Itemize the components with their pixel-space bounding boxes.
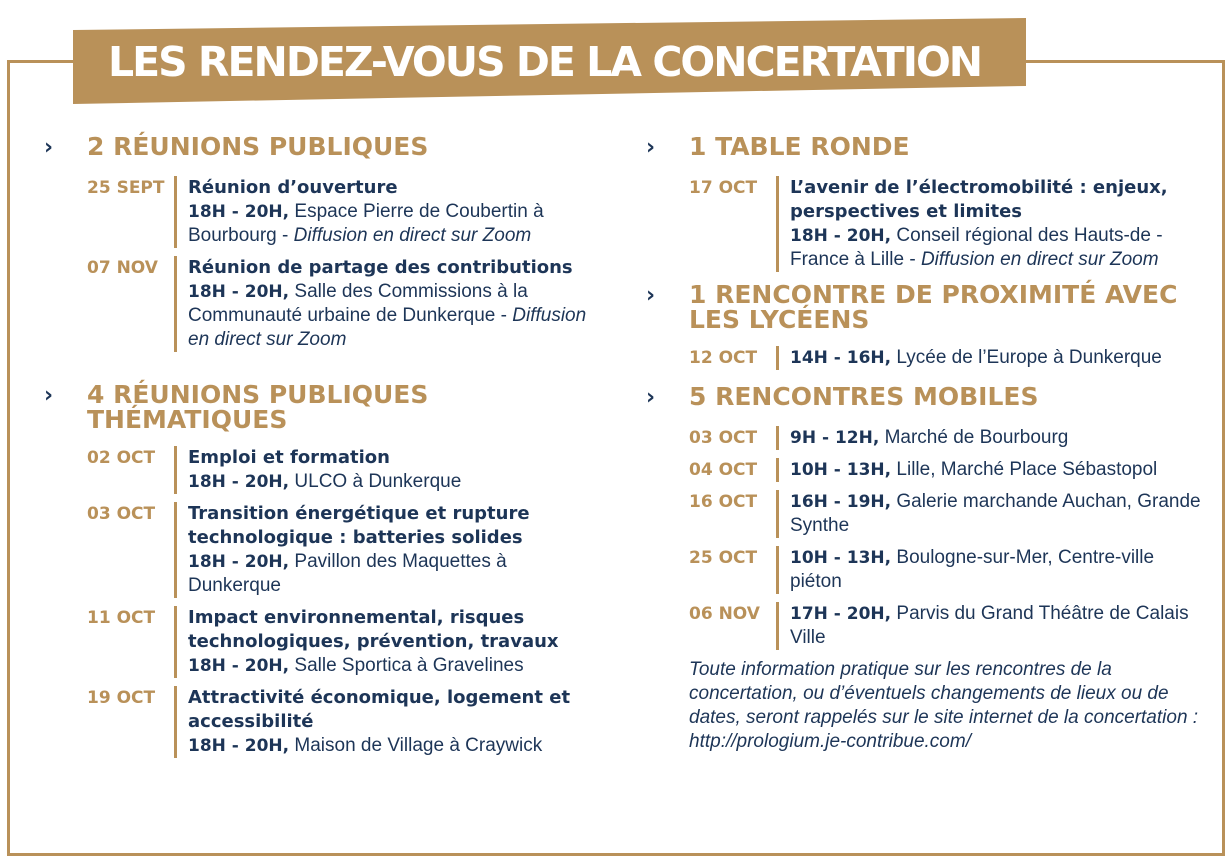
event-date: 25 OCT bbox=[689, 548, 758, 568]
event-place: Boulogne-sur-Mer, Centre-ville piéton bbox=[790, 547, 1155, 592]
event-place: Lille, Marché Place Sébastopol bbox=[896, 459, 1158, 480]
event-place: ULCO à Dunkerque bbox=[294, 471, 462, 492]
chevron-right-icon: › bbox=[44, 135, 54, 160]
event-title: Réunion d’ouverture bbox=[188, 177, 398, 198]
section-proximite bbox=[646, 282, 1216, 370]
event-date: 19 OCT bbox=[87, 688, 156, 708]
event-hours: 16H - 19H, bbox=[790, 492, 892, 512]
chevron-right-icon: › bbox=[646, 283, 656, 308]
event-entry bbox=[689, 426, 1216, 450]
left-column bbox=[44, 134, 604, 766]
event-date: 17 OCT bbox=[689, 178, 758, 198]
event-title: Transition énergétique et rupture technologique : batteries solides bbox=[188, 503, 530, 548]
chevron-right-icon: › bbox=[646, 135, 656, 160]
section-title: 5 RENCONTRES MOBILES bbox=[689, 382, 1039, 411]
event-hours: 18H - 20H, bbox=[188, 472, 290, 492]
event-place: Conseil régional des Hauts-de -France à Lille - bbox=[790, 225, 1163, 270]
event-hours: 9H - 12H, bbox=[790, 428, 880, 448]
chevron-right-icon: › bbox=[646, 385, 656, 410]
event-entry bbox=[689, 458, 1216, 482]
event-live: Diffusion en direct sur Zoom bbox=[293, 225, 532, 246]
section-table-ronde bbox=[646, 134, 1216, 272]
event-date: 12 OCT bbox=[689, 348, 758, 368]
section-reunions-thematiques bbox=[44, 382, 604, 758]
section-title: 1 RENCONTRE DE PROXIMITÉ AVEC LES LYCÉENS bbox=[689, 280, 1178, 334]
event-place: Salle des Commissions à la Communauté urbaine de Dunkerque - bbox=[188, 281, 528, 326]
event-hours: 18H - 20H, bbox=[188, 282, 290, 302]
event-date: 07 NOV bbox=[87, 258, 158, 278]
event-entry bbox=[87, 176, 604, 248]
event-live: Diffusion en direct sur Zoom bbox=[920, 249, 1159, 270]
event-entry bbox=[689, 176, 1216, 272]
event-date: 02 OCT bbox=[87, 448, 156, 468]
event-hours: 18H - 20H, bbox=[188, 552, 290, 572]
event-date: 11 OCT bbox=[87, 608, 156, 628]
event-place: Espace Pierre de Coubertin à Bourbourg - bbox=[188, 201, 544, 246]
event-date: 03 OCT bbox=[689, 428, 758, 448]
event-live: Diffusion en direct sur Zoom bbox=[188, 305, 587, 350]
event-date: 25 SEPT bbox=[87, 178, 165, 198]
event-place: Parvis du Grand Théâtre de Calais Ville bbox=[790, 603, 1189, 648]
section-title: 4 RÉUNIONS PUBLIQUES THÉMATIQUES bbox=[87, 380, 429, 434]
section-rencontres-mobiles bbox=[646, 384, 1216, 754]
event-hours: 10H - 13H, bbox=[790, 548, 892, 568]
chevron-right-icon: › bbox=[44, 383, 54, 408]
event-entry bbox=[87, 502, 604, 598]
event-title: L’avenir de l’électromobilité : enjeux, perspectives et limites bbox=[790, 177, 1168, 222]
section-title: 2 RÉUNIONS PUBLIQUES bbox=[87, 132, 429, 161]
event-entry bbox=[689, 490, 1216, 538]
event-entry bbox=[689, 346, 1216, 370]
event-hours: 18H - 20H, bbox=[188, 656, 290, 676]
event-entry bbox=[87, 446, 604, 494]
event-hours: 17H - 20H, bbox=[790, 604, 892, 624]
page-title: LES RENDEZ-VOUS DE LA CONCERTATION bbox=[108, 38, 982, 86]
event-place: Pavillon des Maquettes à Dunkerque bbox=[188, 551, 507, 596]
event-place: Galerie marchande Auchan, Grande Synthe bbox=[790, 491, 1201, 536]
event-date: 04 OCT bbox=[689, 460, 758, 480]
event-place: Lycée de l’Europe à Dunkerque bbox=[896, 347, 1162, 368]
event-title: Emploi et formation bbox=[188, 447, 390, 468]
event-entry bbox=[87, 606, 604, 678]
section-title: 1 TABLE RONDE bbox=[689, 132, 910, 161]
event-date: 03 OCT bbox=[87, 504, 156, 524]
event-hours: 18H - 20H, bbox=[188, 736, 290, 756]
event-hours: 18H - 20H, bbox=[188, 202, 290, 222]
info-note: Toute information pratique sur les rencontres de la concertation, ou d’éventuels changements de lieux ou de dates, seront rappelés sur le site internet de la concertation : http://prologium.je-contribue.com/ bbox=[689, 659, 1199, 752]
right-column bbox=[646, 134, 1216, 754]
event-hours: 10H - 13H, bbox=[790, 460, 892, 480]
event-date: 06 NOV bbox=[689, 604, 760, 624]
event-date: 16 OCT bbox=[689, 492, 758, 512]
event-title: Réunion de partage des contributions bbox=[188, 257, 573, 278]
event-hours: 18H - 20H, bbox=[790, 226, 892, 246]
event-entry bbox=[689, 546, 1216, 594]
event-hours: 14H - 16H, bbox=[790, 348, 892, 368]
event-entry bbox=[689, 602, 1216, 650]
event-place: Maison de Village à Craywick bbox=[294, 735, 543, 756]
event-entry bbox=[87, 256, 604, 352]
section-reunions-publiques bbox=[44, 134, 604, 352]
event-title: Impact environnemental, risques technologiques, prévention, travaux bbox=[188, 607, 559, 652]
event-place: Marché de Bourbourg bbox=[884, 427, 1069, 448]
event-entry bbox=[87, 686, 604, 758]
event-place: Salle Sportica à Gravelines bbox=[294, 655, 524, 676]
event-title: Attractivité économique, logement et accessibilité bbox=[188, 687, 571, 732]
